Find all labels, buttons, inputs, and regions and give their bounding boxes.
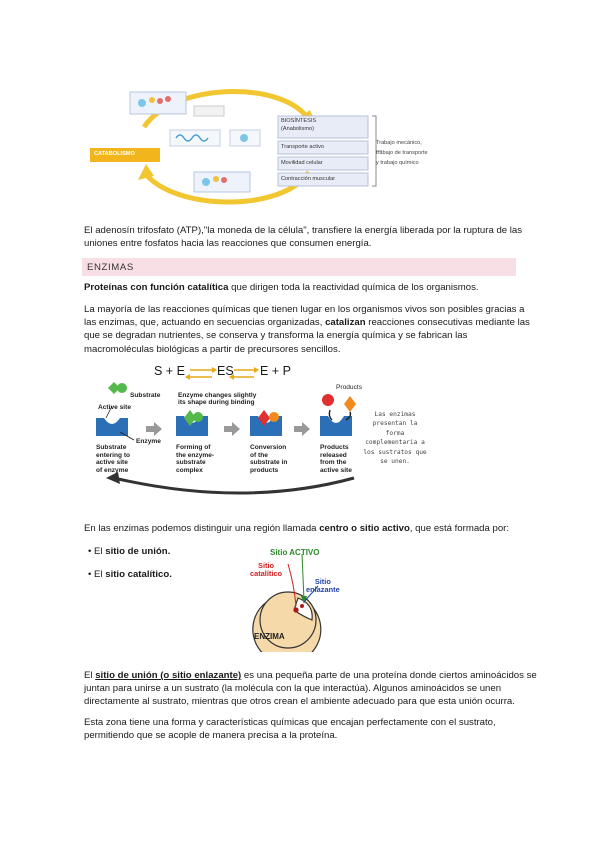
para2: En las enzimas podemos distinguir una región llamada centro o sitio activo, que está formada por: [84,523,510,534]
para4: Esta zona tiene una forma y características químicas que encajan perfectamente con el sustrato, permitiendo que se acople de manera precisa a la proteína. [84,717,496,742]
biosintesis-label: BIOSÍNTESIS [281,118,317,124]
catabolismo-label: CATABOLISMO [94,151,135,157]
atp-caption-line-1: El adenosín trifosfato (ATP),"la moneda de la célula", transfiere la energía liberada por la ruptura de las [84,225,523,236]
section-header-bar [82,258,516,276]
para1: La mayoría de las reacciones químicas que tienen lugar en los organismos vivos son posibles gracias a las enzimas, que, actuando en secuencias organizadas, catalizan reacciones consecutivas mediante las que se degradan nutrientes, se conserva y transforma la energía química y se fabrican las macromoléculas biológicas a partir de precursores sencillos. [84,304,530,355]
sitio-catalitico-label: Sitio catalítico [250,561,283,579]
enzyme-label: Enzyme [136,438,161,445]
active-site-label: Active site [98,404,131,411]
enzyme-side-text: Las enzimas presentan la forma complementaria a los sustratos que se unen. [363,411,427,466]
transporte-label: Transporte activo [281,144,325,150]
catalytic-dot [293,607,298,612]
contraccion-label: Contracción muscular [281,176,336,182]
movilidad-label: Movilidad celular [281,160,323,166]
enzima-label: ENZIMA [254,632,285,641]
changes-label-1: Enzyme changes slightly [178,392,257,399]
atp-cycle-figure [84,72,440,214]
enzyme-step-1 [96,418,128,436]
enzyme-mechanism-figure [84,360,430,510]
equation-e-p: E + P [260,364,291,378]
products-label: Products [336,384,363,391]
binding-dot [300,604,304,608]
atp-molecule-middle [170,130,220,146]
para3: El sitio de unión (o sitio enlazante) es una pequeña parte de una proteína donde ciertos aminoácidos se juntan para unirse a un sustrato (la molécula con la que interactúa). Algunos aminoácidos se unen directamente al sustrato, mientras que otros crean el ambiente adecuado para que esta unión ocurra. [84,670,537,708]
step1-caption: Substrate entering to active site of enzyme [96,444,131,474]
trabajo-label-3: y trabajo químico [376,160,419,166]
atp-caption-line-2: uniones entre fosfatos hacia las reacciones que consumen energía. [84,238,372,249]
step4-caption: Products released from the active site [320,444,352,474]
step2-caption: Forming of the enzyme- substrate complex [176,444,215,474]
substrate-label: Substrate [130,392,161,399]
recycle-arrow [114,478,354,493]
sitio-activo-label: Sitio ACTIVO [270,548,320,557]
active-site-figure [242,540,354,652]
equation-es: ES [217,364,234,378]
product-red [322,394,334,406]
sitio-enlazante-label: Sitio enlazante [306,577,340,595]
anabolismo-label: (Anabolismo) [281,126,314,132]
trabajo-label-1: Trabajo mecánico, [376,140,422,146]
changes-label-2: its shape during binding [178,399,255,406]
section-title: ENZIMAS [87,262,134,273]
product-orange [344,396,356,412]
step3-caption: Conversion of the substrate in products [250,444,288,474]
trabajo-label-2: trabajo de transporte [376,150,428,156]
equation-s-e: S + E [154,364,185,378]
bullet-2: • El sitio catalítico. [88,569,172,580]
intro-line: Proteínas con función catalítica que dirigen toda la reactividad química de los organismos. [84,282,479,293]
bullet-1: • El sitio de unión. [88,546,171,557]
